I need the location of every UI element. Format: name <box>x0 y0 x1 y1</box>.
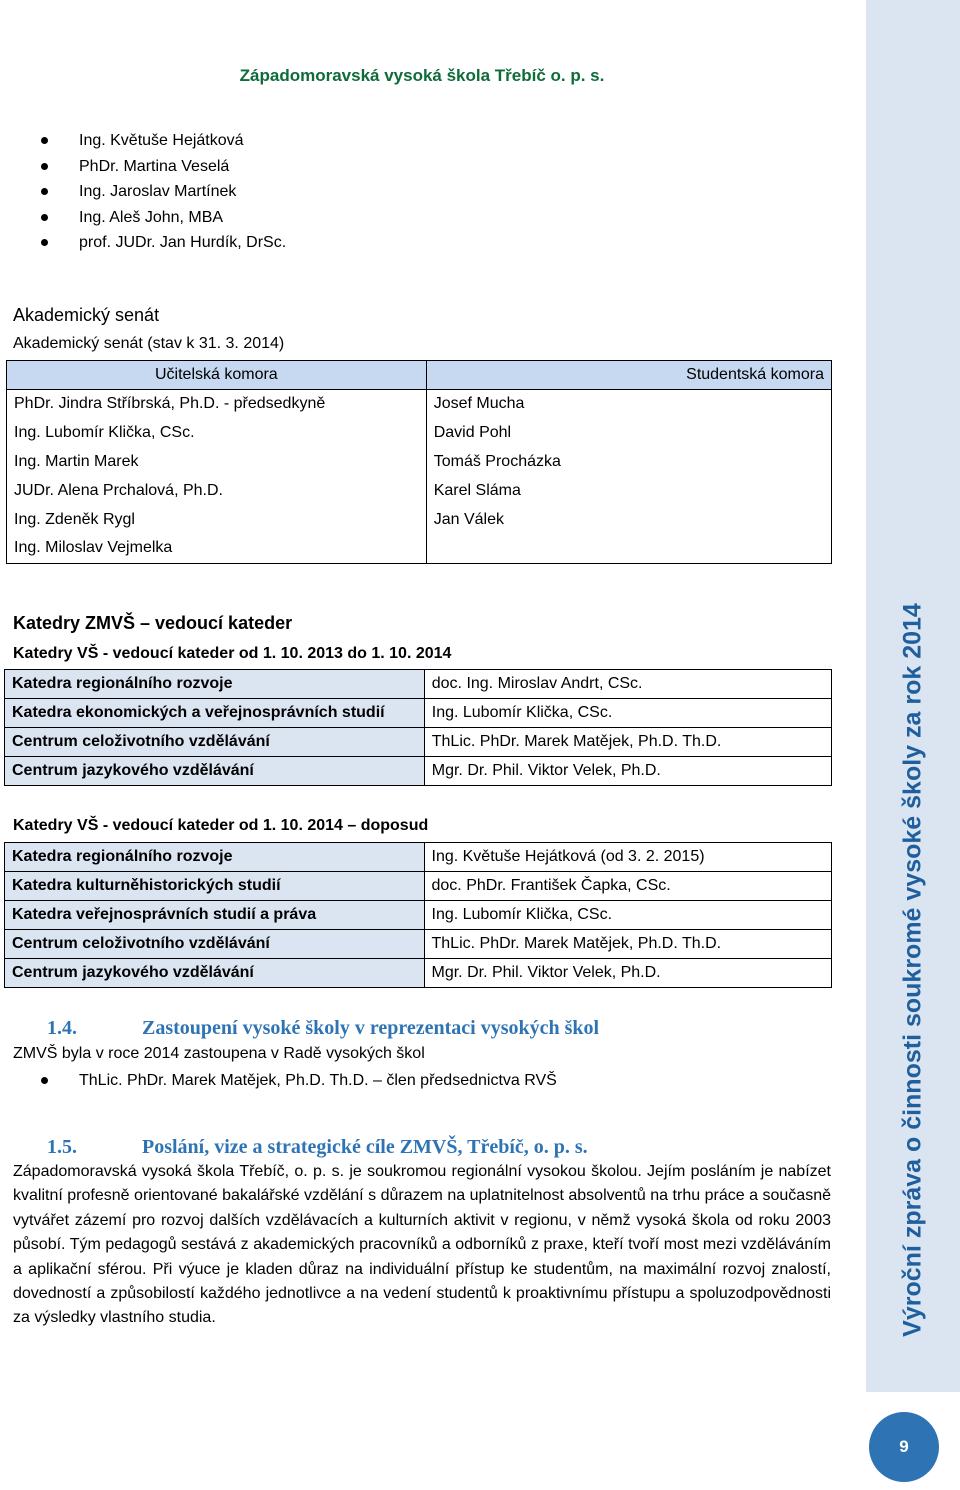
department-name: Centrum celoživotního vzdělávání <box>5 728 425 757</box>
list-item: Ing. Jaroslav Martínek <box>0 179 286 205</box>
departments-table-2 <box>4 842 832 988</box>
period1-heading: Katedry VŠ - vedoucí kateder od 1. 10. 2013 do 1. 10. 2014 <box>13 645 452 662</box>
section-title: Zastoupení vysoké školy v reprezentaci vysokých škol <box>142 1017 600 1039</box>
table-row <box>5 901 832 930</box>
table-cell: David Pohl <box>426 419 831 448</box>
table-cell: Josef Mucha <box>426 390 831 419</box>
department-head: doc. PhDr. František Čapka, CSc. <box>424 872 832 901</box>
section-1-4-heading <box>47 1017 599 1040</box>
period2-heading: Katedry VŠ - vedoucí kateder od 1. 10. 2014 – doposud <box>13 817 429 834</box>
department-name: Katedra regionálního rozvoje <box>5 670 425 699</box>
section-title: Poslání, vize a strategické cíle ZMVŠ, Třebíč, o. p. s. <box>142 1136 588 1158</box>
table-cell: Ing. Lubomír Klička, CSc. <box>7 419 427 448</box>
table-row <box>5 872 832 901</box>
sidebar-band <box>866 0 960 1392</box>
table-cell: Jan Válek <box>426 505 831 534</box>
member-list <box>0 128 286 256</box>
departments-table-1 <box>4 669 832 786</box>
table-cell: Karel Sláma <box>426 476 831 505</box>
department-head: ThLic. PhDr. Marek Matějek, Ph.D. Th.D. <box>424 728 831 757</box>
list-item: Ing. Květuše Hejátková <box>0 128 286 154</box>
senate-heading: Akademický senát <box>13 305 160 325</box>
table-row <box>5 930 832 959</box>
section-1-4-text: ZMVŠ byla v roce 2014 zastoupena v Radě vysokých škol <box>13 1045 425 1062</box>
department-name: Katedra kulturněhistorických studií <box>5 872 425 901</box>
table-cell <box>426 534 831 563</box>
page-number: 9 <box>869 1412 939 1482</box>
table-cell: Ing. Martin Marek <box>7 448 427 477</box>
sidebar-title: Výroční zpráva o činnosti soukromé vysoké školy za rok 2014 <box>898 603 927 1337</box>
departments-heading: Katedry ZMVŠ – vedoucí kateder <box>13 613 293 633</box>
department-head: Ing. Květuše Hejátková (od 3. 2. 2015) <box>424 843 832 872</box>
senate-table <box>6 360 832 564</box>
list-item: PhDr. Martina Veselá <box>0 154 286 180</box>
col-students-header: Studentská komora <box>426 361 831 390</box>
table-row <box>5 757 832 786</box>
col-teachers-header: Učitelská komora <box>7 361 427 390</box>
section-number: 1.4. <box>47 1017 77 1039</box>
table-row <box>5 959 832 988</box>
table-cell: PhDr. Jindra Stříbrská, Ph.D. - předsedkyně <box>7 390 427 419</box>
department-head: Ing. Lubomír Klička, CSc. <box>424 699 831 728</box>
department-head: Mgr. Dr. Phil. Viktor Velek, Ph.D. <box>424 757 831 786</box>
section-1-4-list <box>0 1068 557 1094</box>
section-1-5-paragraph: Západomoravská vysoká škola Třebíč, o. p. s. je soukromou regionální vysokou školou. Jejím posláním je nabízet kvalitní profesně orientované bakalářské vzdělání s důrazem na uplatnitelnost absolventů na trhu práce a současně vytvářet zázemí pro rozvoj dalších vzdělávacích a kulturních aktivit v regionu, v němž vysoká škola od roku 2003 působí. Tým pedagogů sestává z akademických pracovníků a odborníků z praxe, kteří tvoří most mezi vzděláváním a aplikační sférou. Při výuce je kladen důraz na individuální přístup ke studentům, na maximální rozvoj znalostí, dovedností a způsobilostí každého jednotlivce a na vedení studentů k proaktivnímu přístupu a spoluzodpovědnosti za výsledky vlastního studia. <box>13 1163 831 1327</box>
page-header-title: Západomoravská vysoká škola Třebíč o. p. s. <box>239 66 605 85</box>
table-row <box>5 670 832 699</box>
senate-subheading: Akademický senát (stav k 31. 3. 2014) <box>13 335 285 352</box>
department-name: Centrum celoživotního vzdělávání <box>5 930 425 959</box>
table-cell: Tomáš Procházka <box>426 448 831 477</box>
table-cell: Ing. Miloslav Vejmelka <box>7 534 427 563</box>
section-1-5-heading <box>47 1136 588 1159</box>
list-item: Ing. Aleš John, MBA <box>0 205 286 231</box>
list-item: ThLic. PhDr. Marek Matějek, Ph.D. Th.D. – člen předsednictva RVŠ <box>0 1068 557 1094</box>
table-cell: JUDr. Alena Prchalová, Ph.D. <box>7 476 427 505</box>
department-head: doc. Ing. Miroslav Andrt, CSc. <box>424 670 831 699</box>
department-head: ThLic. PhDr. Marek Matějek, Ph.D. Th.D. <box>424 930 832 959</box>
department-name: Centrum jazykového vzdělávání <box>5 959 425 988</box>
section-number: 1.5. <box>47 1136 77 1158</box>
table-row <box>5 699 832 728</box>
table-row <box>5 843 832 872</box>
department-name: Katedra ekonomických a veřejnosprávních studií <box>5 699 425 728</box>
department-name: Katedra veřejnosprávních studií a práva <box>5 901 425 930</box>
table-cell: Ing. Zdeněk Rygl <box>7 505 427 534</box>
list-item: prof. JUDr. Jan Hurdík, DrSc. <box>0 230 286 256</box>
department-name: Centrum jazykového vzdělávání <box>5 757 425 786</box>
department-name: Katedra regionálního rozvoje <box>5 843 425 872</box>
table-row <box>5 728 832 757</box>
department-head: Mgr. Dr. Phil. Viktor Velek, Ph.D. <box>424 959 832 988</box>
department-head: Ing. Lubomír Klička, CSc. <box>424 901 832 930</box>
